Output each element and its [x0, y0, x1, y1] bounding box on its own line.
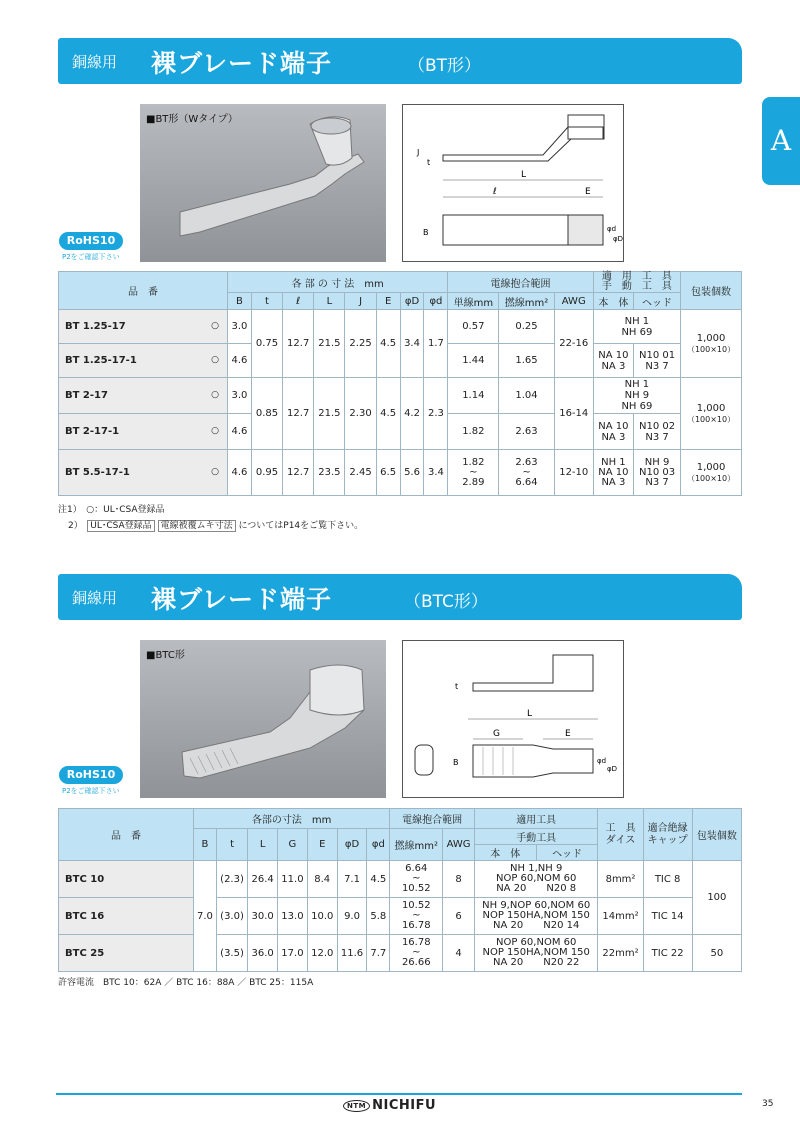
- th-awg: AWG: [554, 293, 593, 310]
- th-t: t: [251, 293, 282, 310]
- section1-banner: [58, 38, 742, 84]
- th2-tool-head: ヘッド: [536, 845, 598, 861]
- section2-type: （BTC形）: [404, 592, 488, 612]
- th2-die: 工 具 ダイス: [598, 809, 643, 861]
- section1-title: 裸ブレード端子: [151, 49, 333, 78]
- photo-caption: ■BTC形: [146, 650, 185, 661]
- th-hinban: 品 番: [59, 272, 228, 310]
- dim-D-2: φD: [607, 765, 618, 773]
- dim-d: φd: [607, 225, 617, 233]
- th-stranded: 撚線mm²: [499, 293, 554, 310]
- th2-wire: 電線抱合範囲: [390, 809, 475, 829]
- th-pack: 包装個数: [681, 272, 742, 310]
- dim-E-2: E: [565, 729, 571, 739]
- table-row: BT 1.25-17 ○ 3.0 0.75 12.7 21.5 2.25 4.5 3.4 1.7 0.57 0.25 22-16 NH 1 NH 69 1,000 （100×10）: [59, 310, 742, 344]
- brand-logo: NTM NICHIFU: [343, 1098, 436, 1113]
- table-row: BT 2-17 ○ 3.0 0.85 12.7 21.5 2.30 4.5 4.2 2.3 1.14 1.04 16-14 NH 1 NH 9 NH 69 1,000 （100×10）: [59, 378, 742, 414]
- btc-terminal-illustration: [140, 640, 386, 798]
- page-number: 35: [762, 1099, 774, 1109]
- th2-L: L: [248, 829, 278, 861]
- th2-stranded: 撚線mm²: [390, 829, 443, 861]
- section1-prefix: 銅線用: [72, 53, 118, 71]
- dim-J: J: [417, 148, 420, 157]
- th2-D: φD: [337, 829, 367, 861]
- th2-E: E: [307, 829, 337, 861]
- th-tool-head: ヘッド: [634, 293, 681, 310]
- dim-L-2: L: [527, 709, 533, 719]
- th-tool-body: 本 体: [593, 293, 633, 310]
- rohs-badge-2: RoHS10: [59, 766, 123, 784]
- th2-G: G: [278, 829, 308, 861]
- table-row: BTC 16 (3.0) 30.0 13.0 10.0 9.0 5.8 10.52 ~ 16.78 6 NH 9,NOP 60,NOM 60 NOP 150HA,NOM 150 NA 20 N20 14 14mm² TIC 14: [59, 898, 742, 935]
- footer-line: [56, 1093, 742, 1095]
- dim-L: L: [521, 170, 527, 180]
- dim-B: B: [423, 228, 429, 237]
- section2-title: 裸ブレード端子: [151, 585, 333, 614]
- dim-D: φD: [613, 235, 623, 243]
- section2-banner: [58, 574, 742, 620]
- th2-awg: AWG: [443, 829, 475, 861]
- table-row: BT 2-17-1 ○ 4.6 1.82 2.63 NA 10 NA 3 N10 02 N3 7: [59, 414, 742, 450]
- section-tab-a: A: [762, 97, 800, 185]
- note-2: 2） UL･CSA登録品 電線被覆ムキ寸法 についてはP14をご覧下さい。: [68, 521, 364, 531]
- th-E: E: [376, 293, 400, 310]
- dim-B-2: B: [453, 758, 459, 767]
- th2-cap: 適合絶縁 キャップ: [643, 809, 692, 861]
- th-single: 単線mm: [448, 293, 499, 310]
- dim-l: ℓ: [493, 187, 497, 197]
- section2-prefix: 銅線用: [72, 589, 118, 607]
- th-dims: 各 部 の 寸 法 mm: [228, 272, 448, 293]
- photo-caption: ■BT形（Wタイプ）: [146, 114, 238, 125]
- bt-spec-table: [58, 271, 742, 496]
- th2-tool-body: 本 体: [474, 845, 536, 861]
- th2-t: t: [216, 829, 247, 861]
- th2-pack: 包装個数: [692, 809, 741, 861]
- rohs-note: P2をご確認下さい: [62, 253, 120, 261]
- table-row: BT 1.25-17-1 ○ 4.6 1.44 1.65 NA 10 NA 3 N10 01 N3 7: [59, 344, 742, 378]
- dim-t-2: t: [455, 682, 459, 691]
- th2-tool-manual: 手動工具: [474, 829, 598, 845]
- table-row: BTC 25 (3.5) 36.0 17.0 12.0 11.6 7.7 16.78 ~ 26.66 4 NOP 60,NOM 60 NOP 150HA,NOM 150 NA 20 N20 22 22mm² TIC 22 50: [59, 935, 742, 972]
- btc-drawing-svg: [403, 641, 623, 797]
- th2-d: φd: [367, 829, 390, 861]
- th-L: L: [314, 293, 345, 310]
- rohs-note-2: P2をご確認下さい: [62, 787, 120, 795]
- th2-hinban: 品 番: [59, 809, 194, 861]
- th-l: ℓ: [283, 293, 314, 310]
- th-B: B: [228, 293, 252, 310]
- bt-drawing-svg: [403, 105, 623, 261]
- bt-dimension-drawing: [402, 104, 624, 262]
- note-1: 注1） ○：UL･CSA登録品: [58, 505, 165, 515]
- dim-t: t: [427, 158, 431, 167]
- th2-tool: 適用工具: [474, 809, 598, 829]
- bt-terminal-photo: [140, 104, 386, 262]
- th-tool: 適 用 工 具 手 動 工 具: [593, 272, 680, 293]
- table-row: BT 5.5-17-1 ○ 4.6 0.95 12.7 23.5 2.45 6.5 5.6 3.4 1.82 ~ 2.89 2.63 ~ 6.64 12-10 NH 1 NA 10 NA 3 NH 9 N10 03 N3 7 1,000 （100×10）: [59, 450, 742, 496]
- btc-terminal-photo: [140, 640, 386, 798]
- dim-G-2: G: [493, 729, 500, 739]
- th-J: J: [345, 293, 376, 310]
- btc-spec-table: [58, 808, 742, 972]
- current-note: 許容電流 BTC 10：62A ／ BTC 16：88A ／ BTC 25：115A: [58, 978, 314, 988]
- bt-terminal-illustration: [140, 104, 386, 262]
- rohs-badge: RoHS10: [59, 232, 123, 250]
- dim-E: E: [585, 187, 591, 197]
- th2-dims: 各部の寸法 mm: [194, 809, 390, 829]
- table-row: BTC 10 7.0 (2.3) 26.4 11.0 8.4 7.1 4.5 6.64 ~ 10.52 8 NH 1,NH 9 NOP 60,NOM 60 NA 20 N20 8 8mm² TIC 8 100: [59, 861, 742, 898]
- section1-type: （BT形）: [408, 56, 482, 76]
- th-wire: 電線抱合範囲: [448, 272, 593, 293]
- th2-B: B: [194, 829, 217, 861]
- dim-d-2: φd: [597, 757, 607, 765]
- th-d: φd: [424, 293, 448, 310]
- btc-dimension-drawing: [402, 640, 624, 798]
- th-D: φD: [400, 293, 424, 310]
